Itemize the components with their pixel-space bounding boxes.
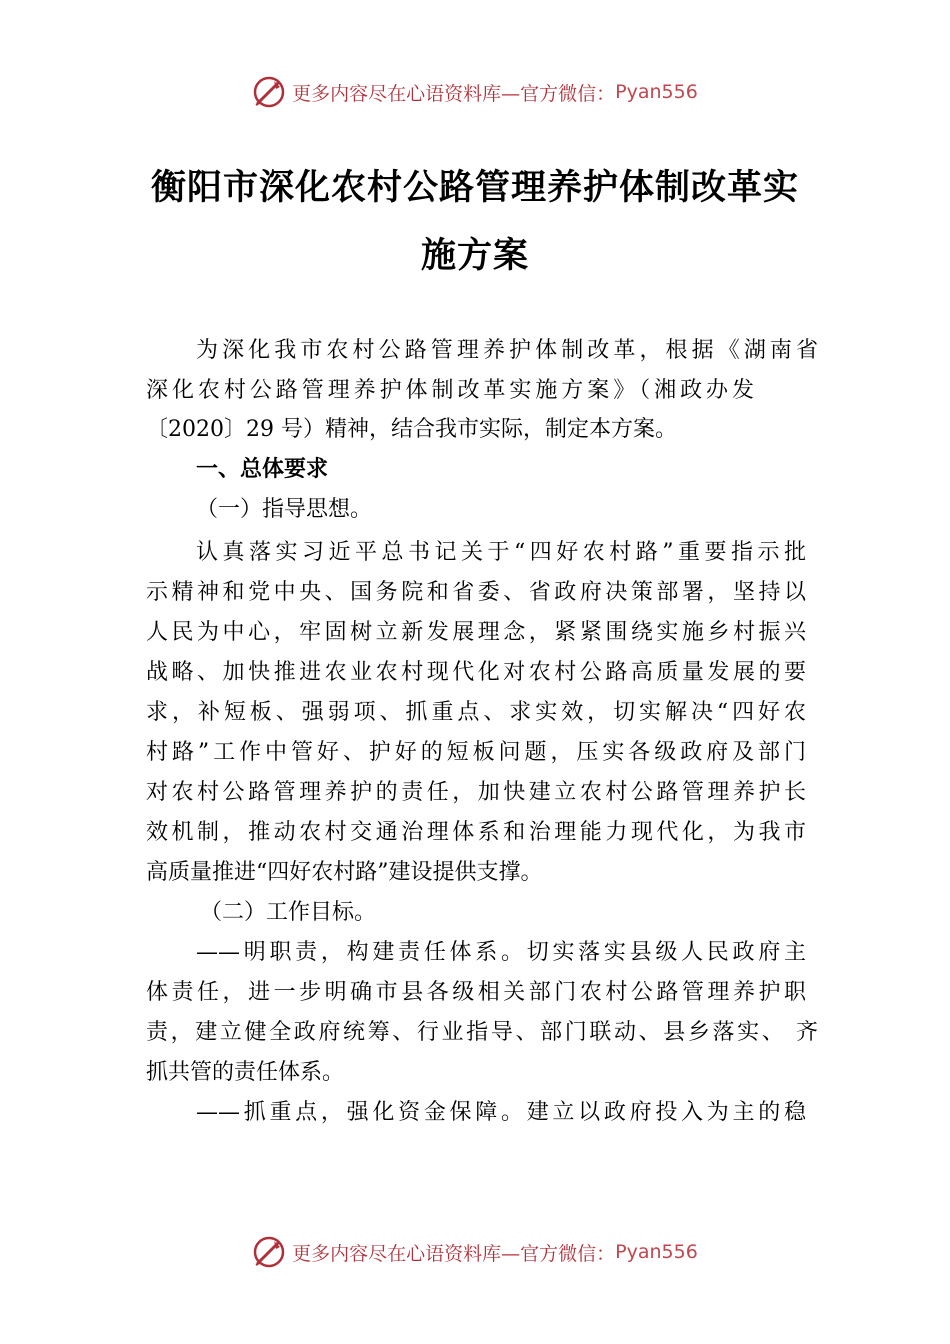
body-line: ——明职责，构建责任体系。切实落实县级人民政府主 bbox=[196, 940, 806, 965]
body-line: 战略、加快推进农业农村现代化对农村公路高质量发展的要 bbox=[146, 660, 806, 685]
section-heading: 一、总体要求 bbox=[196, 457, 329, 482]
body-line: 高质量推进“四好农村路”建设提供支撑。 bbox=[146, 860, 543, 885]
watermark-handle: Pyan556 bbox=[615, 1241, 698, 1263]
document-title-line-2: 施方案 bbox=[420, 235, 529, 276]
body-line: 体责任，进一步明确市县各级相关部门农村公路管理养护职 bbox=[146, 980, 806, 1005]
body-line: 抓共管的责任体系。 bbox=[146, 1060, 345, 1085]
body-line: 〔2020〕29 号）精神，结合我市实际，制定本方案。 bbox=[146, 417, 677, 442]
body-line: 求，补短板、强弱项、抓重点、求实效，切实解决“四好农 bbox=[146, 700, 806, 725]
body-line: 责，建立健全政府统筹、行业指导、部门联动、县乡落实、 齐 bbox=[146, 1020, 818, 1045]
body-line: ——抓重点，强化资金保障。建立以政府投入为主的稳 bbox=[196, 1100, 806, 1125]
pen-logo-icon bbox=[252, 1235, 286, 1269]
body-line: 对农村公路管理养护的责任，加快建立农村公路管理养护长 bbox=[146, 780, 806, 805]
pen-logo-icon bbox=[252, 75, 286, 109]
body-line: 效机制，推动农村交通治理体系和治理能力现代化，为我市 bbox=[146, 820, 806, 845]
body-line: 村路”工作中管好、护好的短板问题，压实各级政府及部门 bbox=[146, 740, 806, 765]
body-line: 深化农村公路管理养护体制改革实施方案》（湘政办发 bbox=[146, 378, 754, 403]
body-line: 认真落实习近平总书记关于“四好农村路”重要指示批 bbox=[196, 540, 806, 565]
watermark-text: 更多内容尽在心语资料库—官方微信： bbox=[292, 1242, 616, 1265]
body-line: 为深化我市农村公路管理养护体制改革，根据《湖南省 bbox=[196, 338, 818, 363]
watermark-handle: Pyan556 bbox=[615, 81, 698, 103]
watermark-banner-top bbox=[0, 70, 950, 114]
watermark-banner-bottom bbox=[0, 1230, 950, 1274]
body-line: 示精神和党中央、国务院和省委、省政府决策部署，坚持以 bbox=[146, 580, 806, 605]
document-title-line-1: 衡阳市深化农村公路管理养护体制改革实 bbox=[150, 167, 799, 208]
subsection-heading: （二）工作目标。 bbox=[200, 900, 377, 925]
subsection-heading: （一）指导思想。 bbox=[196, 497, 373, 522]
body-line: 人民为中心，牢固树立新发展理念，紧紧围绕实施乡村振兴 bbox=[146, 620, 806, 645]
watermark-text: 更多内容尽在心语资料库—官方微信： bbox=[292, 82, 616, 105]
